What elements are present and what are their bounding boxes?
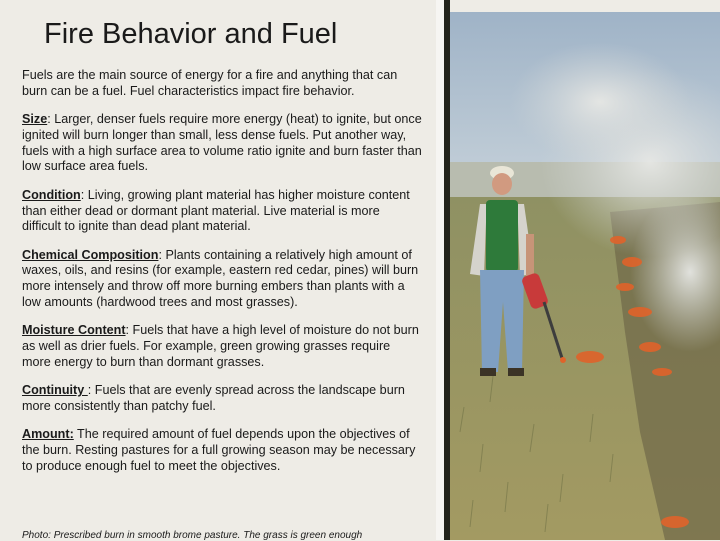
section-text: The required amount of fuel depends upon the objectives of the burn. Resting pastures for a full growing season may be necessary to produce enough fuel to meet the objectives. xyxy=(22,427,416,473)
arm xyxy=(526,234,534,276)
section-term: Amount: xyxy=(22,427,74,442)
section-text: Fuels that have a high level of moisture do not burn as well as drier fuels. For example, green growing grasses require more energy to burn than dormant grasses. xyxy=(22,323,419,369)
section-chemical-composition: Chemical Composition: Plants containing a relatively high amount of waxes, oils, and resins (for example, eastern red cedar, pines) will burn more intensely and throw off more burning embers than plants with a low amounts (hardwood trees and most grasses). xyxy=(22,247,419,310)
photo-caption: Photo: Prescribed burn in smooth brome pasture. The grass is green enough xyxy=(22,530,363,541)
section-size: Size: Larger, denser fuels require more energy (heat) to ignite, but once ignited will burn longer than small, less dense fuels. Put another way, fuels with a high surface area to volume ratio ignite and burn faster than low surface area fuels. xyxy=(22,112,422,174)
shirt xyxy=(486,200,518,272)
prescribed-burn-photo xyxy=(450,12,720,540)
section-moisture-content: Moisture Content: Fuels that have a high level of moisture do not burn as well as drier fuels. For example, green growing grasses require more energy to burn than dormant grasses. xyxy=(22,323,419,369)
body-text xyxy=(22,68,422,487)
section-term: Size xyxy=(22,112,48,127)
slide-title: Fire Behavior and Fuel xyxy=(44,18,338,50)
section-text: Plants containing a relatively high amount of waxes, oils, and resins (for example, eastern red cedar, pines) will burn more intensely and throw off more burning embers than plants with a low amounts (hardwood trees and most grasses). xyxy=(22,247,419,310)
boot xyxy=(508,368,524,376)
section-text: Larger, denser fuels require more energy (heat) to ignite, but once ignited will burn longer than small, less dense fuels. Put another way, fuels with a high surface area to volume ratio ignite and burn faster than low surface area fuels. xyxy=(22,112,422,174)
section-term: Chemical Composition xyxy=(22,247,159,262)
intro-paragraph: Fuels are the main source of energy for a fire and anything that can burn can be a fuel. Fuel characteristics impact fire behavior. xyxy=(22,68,398,98)
boot xyxy=(480,368,496,376)
section-continuity: Continuity : Fuels that are evenly spread across the landscape burn more consistently than patchy fuel. xyxy=(22,383,405,414)
smoke xyxy=(510,42,690,162)
section-term: Continuity xyxy=(22,383,88,398)
section-text: Fuels that are evenly spread across the landscape burn more consistently than patchy fuel. xyxy=(22,383,405,414)
section-condition: Condition: Living, growing plant material has higher moisture content than either dead or dormant plant material. Live material is more difficult to ignite than dead plant material. xyxy=(22,187,410,234)
section-text: Living, growing plant material has higher moisture content than either dead or dormant plant material. Live material is more difficult to ignite than dead plant material. xyxy=(22,187,410,234)
photo-illustration xyxy=(450,12,720,540)
divider-light xyxy=(436,0,444,540)
head xyxy=(492,173,512,195)
section-amount xyxy=(22,427,422,474)
section-term: Moisture Content xyxy=(22,323,126,338)
section-term: Condition xyxy=(22,187,81,202)
